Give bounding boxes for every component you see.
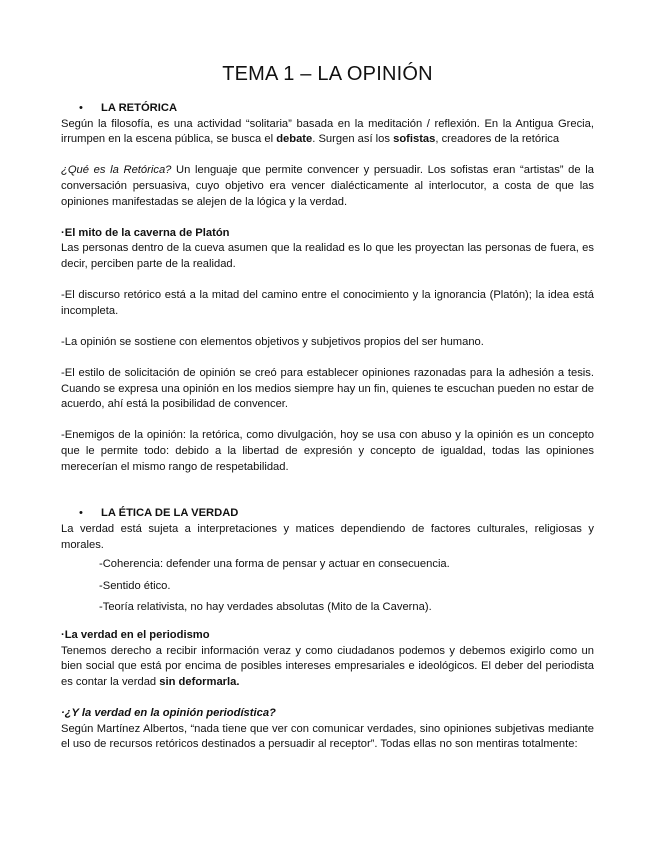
bullet-icon: •	[79, 507, 83, 520]
bold-debate: debate	[276, 133, 313, 146]
paragraph-filosofia	[61, 117, 594, 148]
paragraph-verdad-periodismo	[61, 644, 594, 691]
paragraph-estilo-solicitacion: -El estilo de solicitación de opinión se creó para establecer opiniones razonadas para la adhesión a tesis. Cuando se expresa una opinión en los medios siempre hay un fin, quienes te escuchan pueden no estar de acuerdo, ahí está la posibilidad de convencer.	[61, 367, 595, 411]
paragraph-discurso-retorico: -El discurso retórico está a la mitad del camino entre el conocimiento y la ignorancia (Platón); la idea está incompleta.	[61, 289, 594, 317]
bullet-icon: •	[79, 102, 83, 114]
paragraph-opinion-sostiene: -La opinión se sostiene con elementos objetivos y subjetivos propios del ser humano.	[61, 335, 484, 348]
section-heading-label: LA ÉTICA DE LA VERDAD	[101, 507, 239, 520]
text-run: Tenemos derecho a recibir información veraz y como ciudadanos podemos y debemos exigirlo como un bien social que está por encima de posibles intereses empresariales e ideológicos. El deber del periodista es contar la verdad	[61, 644, 594, 688]
paragraph-mito-caverna: Las personas dentro de la cueva asumen que la realidad es lo que les proyectan las personas de fuera, es decir, perciben parte de la realidad.	[61, 242, 594, 270]
bold-sofistas: sofistas	[393, 133, 436, 146]
text-run: . Surgen así los	[312, 133, 394, 146]
italic-bold-question: ·¿Y la verdad en la opinión periodística?	[61, 706, 276, 719]
list-item: -Teoría relativista, no hay verdades absolutas (Mito de la Caverna).	[99, 601, 432, 614]
subheading-opinion-periodistica	[61, 706, 594, 722]
subheading-verdad-periodismo: ·La verdad en el periodismo	[61, 629, 210, 641]
paragraph-que-es-retorica	[61, 163, 594, 210]
paragraph-martinez-albertos: Según Martínez Albertos, “nada tiene que ver con comunicar verdades, sino opiniones subjetivas mediante el uso de recursos retóricos destinados a persuadir al receptor”. Todas ellas no son mentiras totalmente:	[61, 722, 594, 751]
section-heading-etica-verdad	[79, 506, 594, 522]
bold-sin-deformarla: sin deformarla.	[159, 675, 240, 688]
paragraph-enemigos-opinion: -Enemigos de la opinión: la retórica, como divulgación, hoy se usa con abuso y la opinión es un concepto que le permite todo: debido a la libertad de expresión y concepto de igualdad, todas las opiniones merecerían el mismo rango de respetabilidad.	[61, 429, 594, 473]
text-run: Un lenguaje que permite convencer y persuadir. Los sofistas eran “artistas” de la conversación persuasiva, cuyo objetivo era vencer dialécticamente al interlocutor, a costa de que las opiniones manifestadas se alejen de la lógica y la verdad.	[61, 164, 594, 208]
italic-question: ¿Qué es la Retórica?	[61, 164, 172, 177]
subheading-mito-caverna: ·El mito de la caverna de Platón	[61, 226, 230, 239]
list-item: -Sentido ético.	[99, 579, 171, 592]
list-item: -Coherencia: defender una forma de pensar y actuar en consecuencia.	[99, 558, 450, 571]
page-title: TEMA 1 – LA OPINIÓN	[222, 63, 433, 85]
text-run: , creadores de la retórica	[435, 133, 560, 146]
indented-list	[99, 557, 594, 616]
section-heading-retorica	[79, 101, 594, 117]
text-run: Según la filosofía, es una actividad “solitaria” basada en la meditación / reflexión. En la Antigua Grecia, irrumpen en la escena pública, se busca el	[61, 117, 594, 146]
section-heading-label: LA RETÓRICA	[101, 102, 178, 114]
paragraph-verdad-sujeta: La verdad está sujeta a interpretaciones y matices dependiendo de factores culturales, religiosas y morales.	[61, 523, 594, 551]
